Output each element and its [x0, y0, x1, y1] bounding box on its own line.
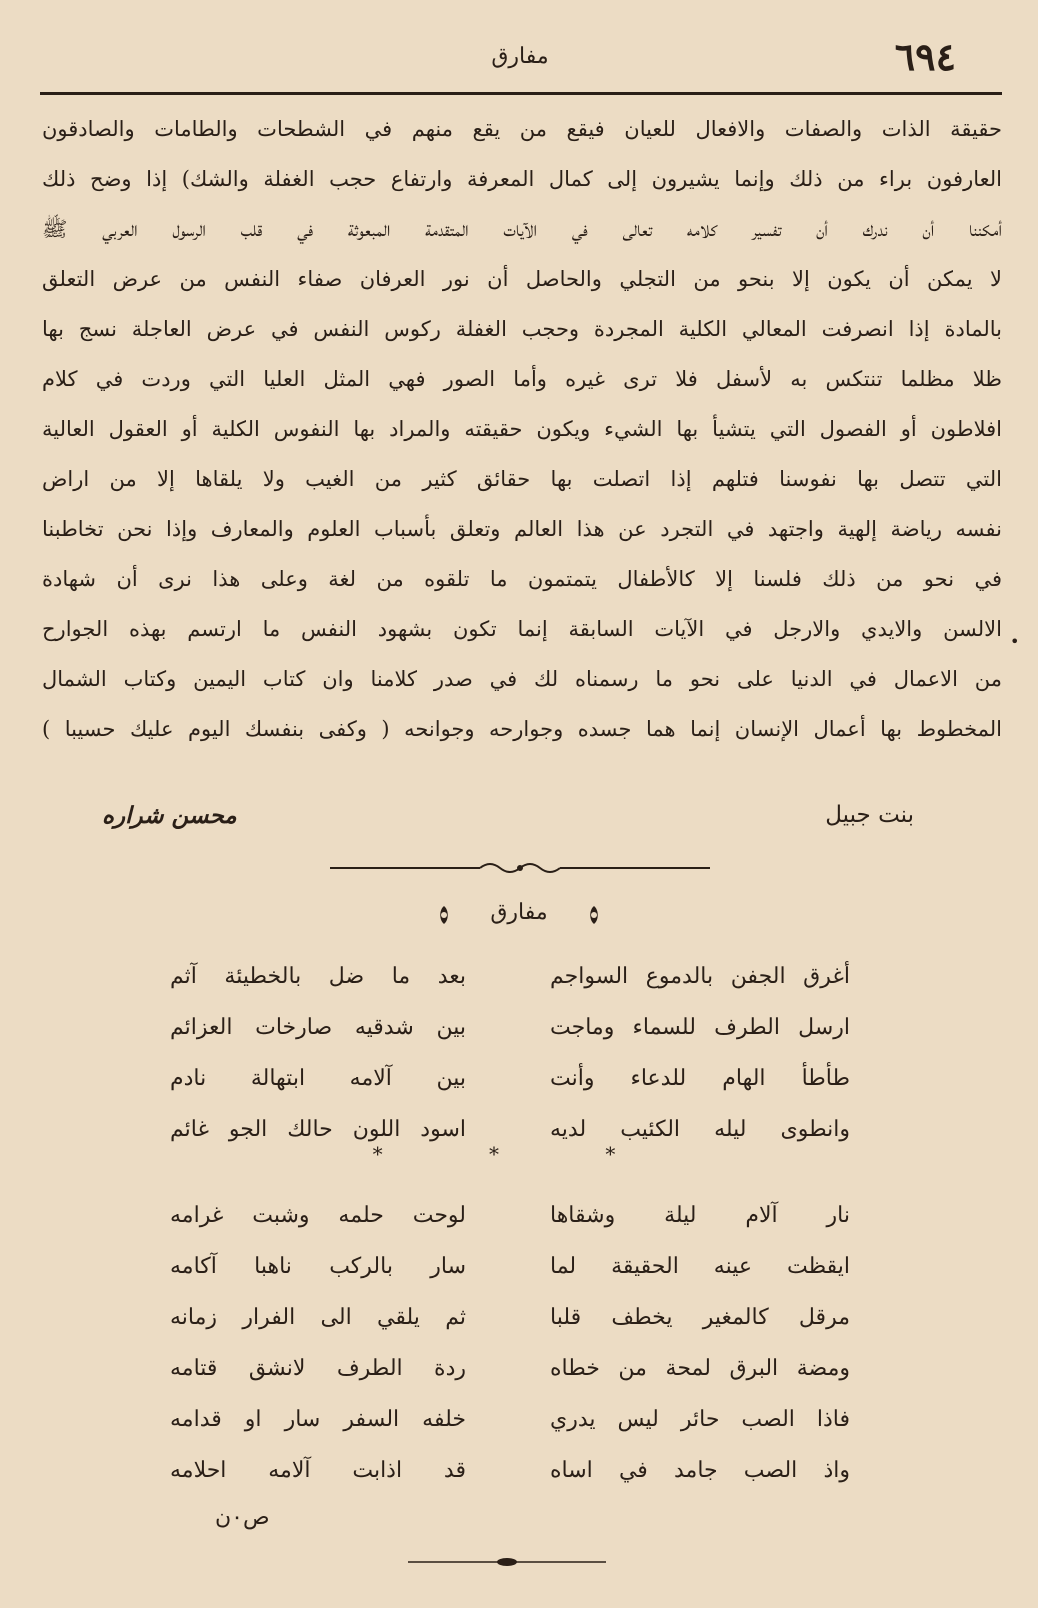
poem-signature: ص٠ن	[215, 1505, 270, 1530]
fleuron-icon	[583, 904, 605, 926]
section-divider	[330, 860, 710, 876]
prose-line: في نحو من ذلك فلسنا إلا كالأطفال يتمتمون ما تلقوه من لغة وعلى هذا نرى أن شهادة	[42, 567, 1002, 591]
verse-second-hemistich: اسود اللون حالك الجو غائم	[170, 1117, 466, 1142]
verse-second-hemistich: بين آلامه ابتهالة نادم	[170, 1066, 466, 1091]
end-ornament	[408, 1556, 606, 1568]
signature-author: محسن شراره	[102, 802, 237, 829]
prose-line: ظلا مظلما تنتكس به لأسفل فلا ترى غيره وأما الصور فهي المثل العليا التي وردت في كلام	[42, 367, 1002, 391]
page-header	[40, 34, 1000, 94]
verse-row	[0, 1003, 1038, 1053]
verse-first-hemistich: فاذا الصب حائر ليس يدري	[550, 1407, 850, 1432]
verse-first-hemistich: ايقظت عينه الحقيقة لما	[550, 1254, 850, 1279]
poem-title: مفارق	[490, 900, 548, 925]
verse-row	[0, 1344, 1038, 1394]
verse-second-hemistich: خلفه السفر سار او قدامه	[170, 1407, 466, 1432]
prose-line: من الاعمال في الدنيا على نحو ما رسمناه لك في صدر كلامنا وان كتاب اليمين وكتاب الشمال	[42, 667, 1002, 691]
prose-line: أمكننا أن ندرك أن تفسير كلامه تعالى في الآيات المتقدمة المبعوثة في قلب الرسول العربي ﷺ	[42, 217, 1002, 241]
verse-row	[0, 1446, 1038, 1496]
verse-first-hemistich: أغرق الجفن بالدموع السواجم	[550, 964, 850, 989]
verse-second-hemistich: بين شدقيه صارخات العزائم	[170, 1015, 466, 1040]
verse-row	[0, 1395, 1038, 1445]
poem-title-row	[0, 900, 1038, 950]
verse-second-hemistich: بعد ما ضل بالخطيئة آثم	[170, 964, 466, 989]
prose-line: المخطوط بها أعمال الإنسان إنما هما جسده وجوارحه وجوانحه ( وكفى بنفسك اليوم عليك حسيبا )	[42, 717, 1002, 741]
verse-second-hemistich: ردة الطرف لانشق قتامه	[170, 1356, 466, 1381]
prose-line: بالمادة إذا انصرفت المعالي الكلية المجردة وحجب الغفلة ركوس النفس في عرض العاجلة نسج بها	[42, 317, 1002, 341]
verse-second-hemistich: قد اذابت آلامه احلامه	[170, 1458, 466, 1483]
prose-line: افلاطون أو الفصول التي يتشيأ بها الشيء ويكون حقيقته والمراد بها النفوس الكلية أو العقول العالية	[42, 417, 1002, 441]
signature-place: بنت جبيل	[825, 802, 914, 828]
verse-first-hemistich: نار آلام ليلة وشقاها	[550, 1203, 850, 1228]
margin-mark: •	[1010, 632, 1020, 651]
prose-line: التي تتصل بها نفوسنا فتلهم إذا اتصلت بها حقائق كثير من الغيب ولا يلقاها إلا من اراض	[42, 467, 1002, 491]
verse-first-hemistich: طأطأ الهام للدعاء وأنت	[550, 1066, 850, 1091]
header-rule	[40, 92, 1002, 95]
verse-first-hemistich: واذ الصب جامد في اساه	[550, 1458, 850, 1483]
prose-line: الالسن والايدي والارجل في الآيات السابقة إنما تكون بشهود النفس ما ارتسم بهذه الجوارح	[42, 617, 1002, 641]
article-signature	[42, 802, 1002, 842]
prose-line: العارفون براء من ذلك وإنما يشيرون إلى كمال المعرفة وارتفاع حجب الغفلة والشك) إذا وضح ذلك	[42, 167, 1002, 191]
prose-line: حقيقة الذات والصفات والافعال للعيان فيقع من يقع منهم في الشطحات والطامات والصادقون	[42, 117, 1002, 141]
fleuron-icon	[433, 904, 455, 926]
verse-first-hemistich: ارسل الطرف للسماء وماجت	[550, 1015, 850, 1040]
verse-first-hemistich: مرقل كالمغير يخطف قلبا	[550, 1305, 850, 1330]
verse-second-hemistich: سار بالركب ناهبا آكامه	[170, 1254, 466, 1279]
running-title: مفارق	[491, 44, 549, 69]
verse-row	[0, 1293, 1038, 1343]
verse-second-hemistich: لوحت حلمه وشبت غرامه	[170, 1203, 466, 1228]
verse-first-hemistich: وانطوى ليله الكئيب لديه	[550, 1117, 850, 1142]
stanza-separator: * * *	[372, 1142, 666, 1166]
prose-line: نفسه رياضة إلهية واجتهد في التجرد عن هذا العالم وتعلق بأسباب العلوم والمعارف وإذا نحن تخاطبنا	[42, 517, 1002, 541]
verse-row	[0, 1191, 1038, 1241]
verse-second-hemistich: ثم يلقي الى الفرار زمانه	[170, 1305, 466, 1330]
verse-row	[0, 1242, 1038, 1292]
verse-row	[0, 1054, 1038, 1104]
verse-first-hemistich: ومضة البرق لمحة من خطاه	[550, 1356, 850, 1381]
prose-line: لا يمكن أن يكون إلا بنحو من التجلي والحاصل أن نور العرفان صفاء النفس من عرض التعلق	[42, 267, 1002, 291]
page-number: ٦٩٤	[894, 34, 956, 79]
prose-body	[42, 104, 1002, 754]
verse-row	[0, 952, 1038, 1002]
